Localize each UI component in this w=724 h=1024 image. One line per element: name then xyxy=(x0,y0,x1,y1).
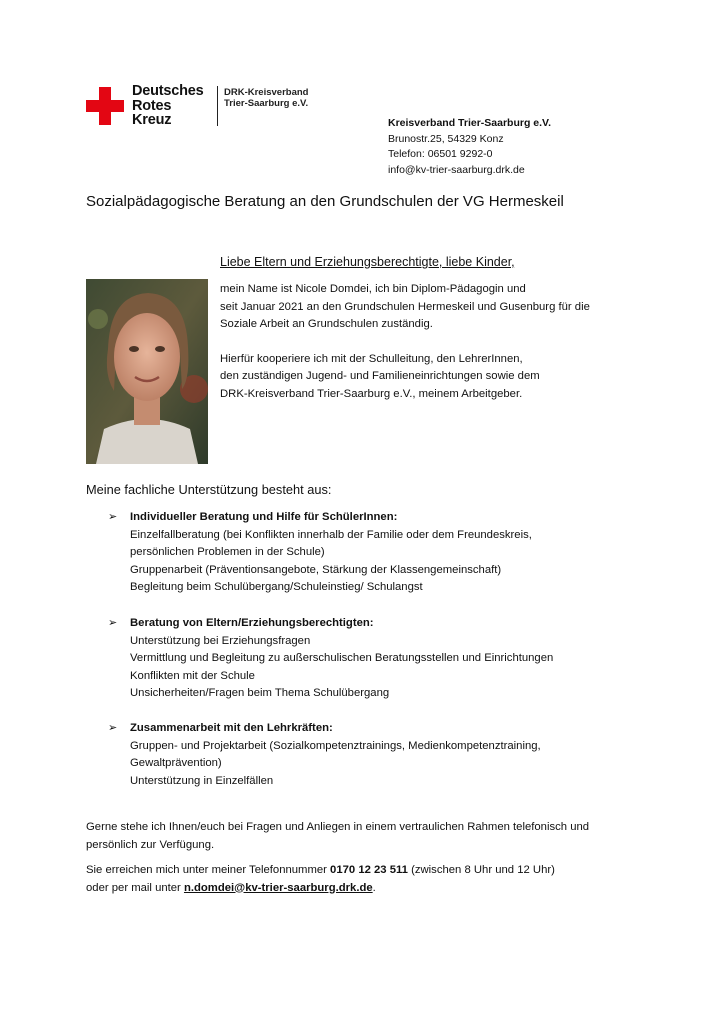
intro-paragraph xyxy=(220,281,640,334)
text-line: Hierfür kooperiere ich mit der Schulleitung, den LehrerInnen, xyxy=(220,352,523,365)
text-line: persönlich zur Verfügung. xyxy=(86,838,215,851)
branch-line: DRK-Kreisverband xyxy=(224,87,309,98)
intro-text xyxy=(220,281,640,403)
text-line: DRK-Kreisverband Trier-Saarburg e.V., meinem Arbeitgeber. xyxy=(220,387,523,400)
section-line: Gruppen- und Projektarbeit (Sozialkompetenztrainings, Medienkompetenztraining, xyxy=(130,739,541,752)
address-block xyxy=(388,116,551,178)
section-line: Begleitung beim Schulübergang/Schuleinstieg/ Schulangst xyxy=(130,581,423,593)
section-heading: Individueller Beratung und Hilfe für SchülerInnen: xyxy=(130,511,398,523)
section-line: Unterstützung bei Erziehungsfragen xyxy=(130,634,311,647)
wordmark-line: Deutsches xyxy=(132,83,204,99)
wordmark-line: Rotes xyxy=(132,97,172,114)
wordmark-line: Kreuz xyxy=(132,112,172,128)
footer-paragraph xyxy=(86,862,646,897)
section-line: Unsicherheiten/Fragen beim Thema Schulübergang xyxy=(130,687,390,699)
section-line: Vermittlung und Begleitung zu außerschulischen Beratungsstellen und Einrichtungen xyxy=(130,652,554,664)
text-line: Gerne stehe ich Ihnen/euch bei Fragen und Anliegen in einem vertraulichen Rahmen telefonisch und xyxy=(86,821,590,833)
arrow-bullet-icon: ➢ xyxy=(108,617,118,629)
section-heading: Zusammenarbeit mit den Lehrkräften: xyxy=(130,722,333,734)
branch-line: Trier-Saarburg e.V. xyxy=(224,98,309,109)
intro-paragraph xyxy=(220,351,640,404)
text-fragment: . xyxy=(372,881,376,894)
section-line: Konflikten mit der Schule xyxy=(130,669,255,682)
text-line: mein Name ist Nicole Domdei, ich bin Diplom-Pädagogin und xyxy=(220,283,526,295)
section-line: persönlichen Problemen in der Schule) xyxy=(130,546,325,558)
text-fragment: (zwischen 8 Uhr und 12 Uhr) xyxy=(407,864,555,876)
text-fragment: oder per mail unter xyxy=(86,881,184,894)
contact-email-link[interactable]: n.domdei@kv-trier-saarburg.drk.de xyxy=(183,881,373,894)
support-heading: Meine fachliche Unterstützung besteht aus: xyxy=(86,482,332,497)
address-org: Kreisverband Trier-Saarburg e.V. xyxy=(388,117,552,129)
red-cross-logo-icon xyxy=(86,87,124,125)
greeting: Liebe Eltern und Erziehungsberechtigte, liebe Kinder, xyxy=(220,255,515,269)
footer-paragraph xyxy=(86,819,646,854)
section-line: Unterstützung in Einzelfällen xyxy=(130,774,274,787)
drk-wordmark xyxy=(132,84,204,128)
text-line: seit Januar 2021 an den Grundschulen Hermeskeil und Gusenburg für die xyxy=(220,300,590,313)
support-section xyxy=(86,720,646,790)
portrait-photo-icon xyxy=(86,279,208,464)
branch-name xyxy=(224,87,308,109)
support-section xyxy=(86,509,646,597)
contact-phone: 0170 12 23 511 xyxy=(330,864,408,876)
text-line: Soziale Arbeit an Grundschulen zuständig. xyxy=(220,318,433,330)
logo-divider xyxy=(217,86,218,126)
address-phone: Telefon: 06501 9292-0 xyxy=(388,148,493,160)
text-fragment: Sie erreichen mich unter meiner Telefonnummer xyxy=(86,864,331,876)
section-line: Gruppenarbeit (Präventionsangebote, Stärkung der Klassengemeinschaft) xyxy=(130,563,502,576)
contact-footer xyxy=(86,819,646,897)
text-line: den zuständigen Jugend- und Familieneinrichtungen sowie dem xyxy=(220,370,540,382)
address-email: info@kv-trier-saarburg.drk.de xyxy=(388,163,525,176)
arrow-bullet-icon: ➢ xyxy=(108,722,118,734)
section-line: Einzelfallberatung (bei Konflikten innerhalb der Familie oder dem Freundeskreis, xyxy=(130,528,532,541)
section-line: Gewaltprävention) xyxy=(130,757,222,769)
section-heading: Beratung von Eltern/Erziehungsberechtigten: xyxy=(130,617,374,629)
arrow-bullet-icon: ➢ xyxy=(108,511,118,523)
address-street: Brunostr.25, 54329 Konz xyxy=(388,132,504,145)
page-title: Sozialpädagogische Beratung an den Grundschulen der VG Hermeskeil xyxy=(86,193,564,210)
support-section xyxy=(86,615,646,703)
